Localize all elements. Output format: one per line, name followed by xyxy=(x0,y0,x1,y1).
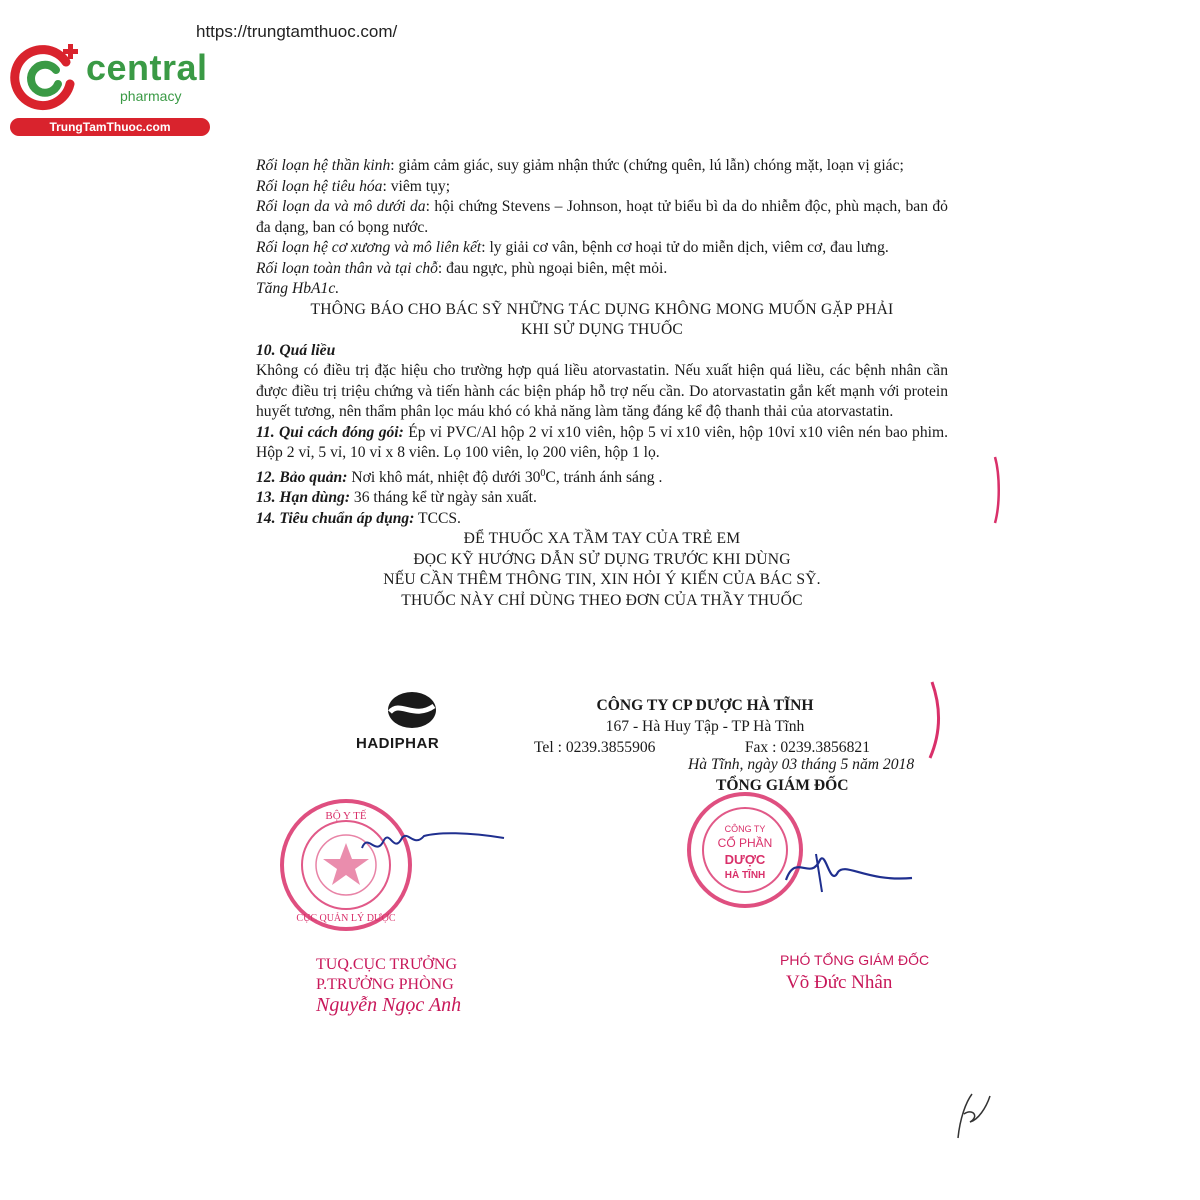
hadiphar-logo-icon xyxy=(386,690,438,730)
svg-text:CỤC QUẢN LÝ DƯỢC: CỤC QUẢN LÝ DƯỢC xyxy=(296,913,396,924)
left-sign-line-1: TUQ.CỤC TRƯỞNG xyxy=(316,956,458,973)
svg-text:HÀ TĨNH: HÀ TĨNH xyxy=(724,870,766,881)
notice-line-2: KHI SỬ DỤNG THUỐC xyxy=(520,321,684,338)
svg-text:CÔNG TY: CÔNG TY xyxy=(724,824,766,834)
hadiphar-brand: HADIPHAR xyxy=(356,735,440,752)
left-signature-ink xyxy=(358,818,508,868)
margin-mark-icon xyxy=(988,455,1002,525)
svg-text:CỔ PHẦN: CỔ PHẦN xyxy=(717,836,773,850)
company-block xyxy=(534,695,870,758)
company-tel: Tel : 0239.3855906 xyxy=(534,739,656,756)
warning-line-2: ĐỌC KỸ HƯỚNG DẪN SỬ DỤNG TRƯỚC KHI DÙNG xyxy=(413,550,791,568)
logo-name: central xyxy=(86,47,208,88)
overdose-text: Không có điều trị đặc hiệu cho trường hợp quá liều atorvastatin. Nếu xuất hiện quá liều, các bệnh nhân cần được điều trị triệu chứng và tiến hành các biện pháp hỗ trợ nếu cần. Do atorvastatin gắn kết mạnh với protein huyết tương, nên thẩm phân lọc máu khó có khả năng làm tăng đáng kể độ thanh thải của atorvastatin. xyxy=(256,362,948,420)
side-effect-nervous: Rối loạn hệ thần kinh: giảm cảm giác, suy giảm nhận thức (chứng quên, lú lẫn) chóng mặt, loạn vị giác; xyxy=(256,157,904,174)
company-address: 167 - Hà Huy Tập - TP Hà Tĩnh xyxy=(605,718,805,735)
warning-line-3: NẾU CẦN THÊM THÔNG TIN, XIN HỎI Ý KIẾN CỦA BÁC SỸ. xyxy=(383,571,821,589)
left-sign-line-2: P.TRƯỞNG PHÒNG xyxy=(316,976,454,993)
document-date: Hà Tĩnh, ngày 03 tháng 5 năm 2018 xyxy=(688,756,915,773)
right-signature-ink xyxy=(776,842,916,902)
source-url: https://trungtamthuoc.com/ xyxy=(196,22,398,41)
right-sign-title: PHÓ TỔNG GIÁM ĐỐC xyxy=(780,952,930,968)
company-name: CÔNG TY CP DƯỢC HÀ TĨNH xyxy=(596,697,814,714)
initials-mark-icon xyxy=(950,1088,994,1140)
logo-subtitle: pharmacy xyxy=(120,88,182,104)
notice-line-1: THÔNG BÁO CHO BÁC SỸ NHỮNG TÁC DỤNG KHÔNG MONG MUỐN GẶP PHẢI xyxy=(310,300,894,318)
overdose-title: 10. Quá liều xyxy=(256,341,336,359)
side-effect-digestive: Rối loạn hệ tiêu hóa: viêm tụy; xyxy=(256,177,451,195)
right-sign-name: Võ Đức Nhân xyxy=(786,972,893,993)
document-body xyxy=(256,156,948,611)
packaging-section: 11. Qui cách đóng gói: Ép vỉ PVC/Al hộp 2 vỉ x10 viên, hộp 5 vỉ x10 viên, hộp 10vỉ x10 viên nén bao phim. Hộp 2 vỉ, 5 vỉ, 10 vỉ x 8 viên. Lọ 100 viên, lọ 200 viên, hộp 1 lọ. xyxy=(256,423,948,461)
central-pharmacy-logo-icon xyxy=(10,40,82,112)
margin-mark-icon xyxy=(924,680,944,760)
logo-badge: TrungTamThuoc.com xyxy=(10,118,210,136)
storage-section: 12. Bảo quản: Nơi khô mát, nhiệt độ dưới $30^0C$, tránh ánh sáng . xyxy=(256,467,663,486)
warning-line-4: THUỐC NÀY CHỈ DÙNG THEO ĐƠN CỦA THẦY THUỐC xyxy=(401,591,803,609)
side-effect-skin: Rối loạn da và mô dưới da: hội chứng Stevens – Johnson, hoạt tử biểu bì da do nhiễm độc, phù mạch, ban đỏ đa dạng, ban có bọng nước. xyxy=(256,198,948,236)
company-fax: Fax : 0239.3856821 xyxy=(744,739,870,756)
left-signatory xyxy=(316,955,461,1015)
warning-line-1: ĐỂ THUỐC XA TẦM TAY CỦA TRẺ EM xyxy=(463,530,741,548)
director-title: TỔNG GIÁM ĐỐC xyxy=(716,777,849,794)
side-effect-musculoskeletal: Rối loạn hệ cơ xương và mô liên kết: ly giải cơ vân, bệnh cơ hoại tử do miễn dịch, viêm cơ, đau lưng. xyxy=(256,239,889,256)
left-sign-name: Nguyễn Ngọc Anh xyxy=(316,994,462,1016)
expiry-section: 13. Hạn dùng: 36 tháng kể từ ngày sản xuất. xyxy=(256,489,537,507)
side-effect-hba1c: Tăng HbA1c. xyxy=(256,280,340,297)
company-contact xyxy=(534,737,870,758)
standard-section: 14. Tiêu chuẩn áp dụng: TCCS. xyxy=(256,509,461,527)
svg-text:BỘ Y TẾ: BỘ Y TẾ xyxy=(325,810,367,822)
side-effect-general: Rối loạn toàn thân và tại chỗ: đau ngực, phù ngoại biên, mệt mỏi. xyxy=(256,259,668,277)
svg-text:DƯỢC: DƯỢC xyxy=(724,852,766,867)
